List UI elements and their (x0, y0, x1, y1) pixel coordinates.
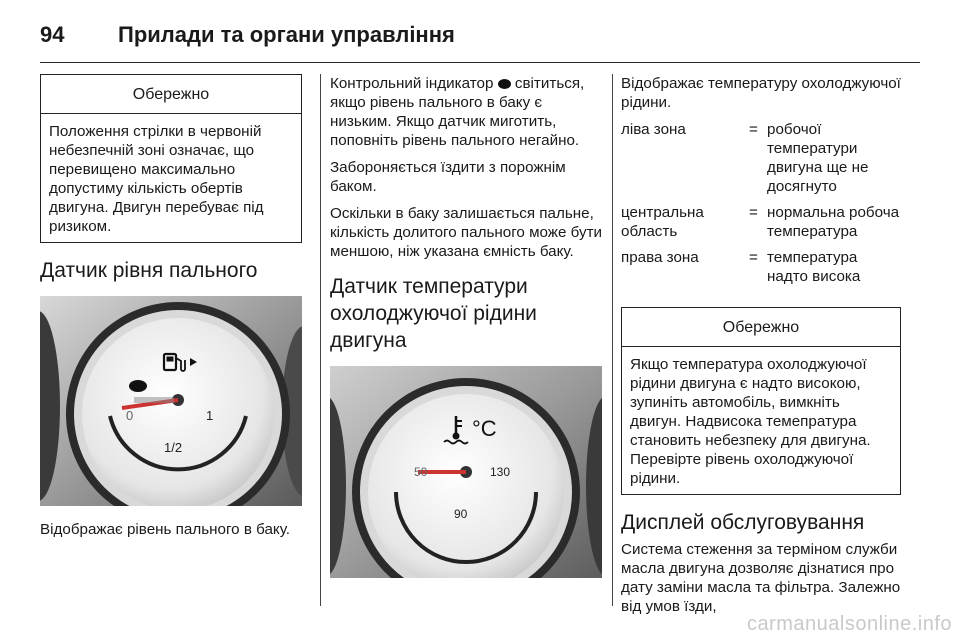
zone-meaning: температура надто висока (767, 249, 861, 285)
indicator-text-after: світиться, якщо рівень пального в баку є низьким. Якщо датчик миготить, поповніть рівень пального негайно. (330, 75, 585, 149)
column-3 (621, 74, 901, 624)
section-heading-coolant-gauge: Датчик температури охолоджуючої рідини двигуна (330, 275, 537, 352)
column-divider-1 (320, 74, 321, 606)
caution-box-rpm (40, 74, 302, 243)
page-header (40, 10, 920, 62)
fuel-gauge-caption: Відображає рівень пального в баку. (40, 521, 291, 538)
fuel-gauge-label-half: 1/2 (164, 440, 183, 455)
zone-name: ліва зона (621, 121, 686, 138)
page-title: Прилади та органи управління (118, 22, 455, 47)
coolant-gauge-label-90: 90 (454, 507, 468, 521)
fuel-gauge-label-empty: 0 (126, 408, 134, 423)
caution-text: Якщо температура охолоджуючої рідини двигуна є надто високою, зупиніть автомобіль, вимкніть двигун. Надвисока темепратура становить небезпеку для двигуна. Перевірте рівень охолоджуючої рідини. (630, 356, 871, 487)
coolant-gauge-image (330, 366, 602, 578)
zone-meaning: робочої температури двигуна ще не досягнуто (767, 121, 869, 195)
coolant-unit-label: °C (472, 416, 497, 441)
empty-tank-warning: Забороняється їздити з порожнім баком. (330, 159, 566, 195)
caution-text: Положення стрілки в червоній небезпечній зоні означає, що перевищено максимально допустиму кількість обертів двигуна. Двигун перебуває під ризиком. (49, 123, 264, 235)
zone-equals: = (749, 121, 758, 138)
watermark: carmanualsonline.info (746, 613, 952, 635)
table-row (621, 120, 901, 203)
temperature-zones-table (621, 120, 901, 293)
header-divider (40, 62, 920, 63)
low-fuel-indicator-icon (129, 380, 147, 392)
table-row (621, 248, 901, 293)
zone-equals: = (749, 249, 758, 266)
caution-body (41, 114, 301, 242)
column-2 (330, 74, 602, 578)
coolant-gauge-intro: Відображає температуру охолоджуючої рідини. (621, 75, 901, 111)
section-heading-fuel-gauge: Датчик рівня пального (40, 259, 258, 282)
service-display-paragraph: Система стеження за терміном служби масла двигуна дозволяє дізнатися про дату заміни масла та фільтра. Залежно від умов їзди, (621, 541, 901, 615)
zone-name: центральна область (621, 204, 704, 240)
page-number: 94 (40, 22, 65, 47)
coolant-gauge-label-130: 130 (490, 465, 511, 479)
indicator-text-before: Контрольний індикатор (330, 75, 494, 92)
table-row (621, 203, 901, 248)
caution-box-coolant (621, 307, 901, 495)
low-fuel-indicator-paragraph (330, 74, 602, 150)
caution-heading: Обережно (622, 308, 900, 347)
zone-name: права зона (621, 249, 699, 266)
column-1 (40, 74, 302, 547)
coolant-gauge-label-50: 50 (414, 465, 428, 479)
zone-equals: = (749, 204, 758, 221)
fuel-gauge-image (40, 296, 302, 506)
fuel-gauge-label-full: 1 (206, 408, 214, 423)
section-heading-service-display: Дисплей обслуговування (621, 511, 865, 534)
zone-meaning: нормальна робоча температура (767, 204, 900, 240)
caution-body (622, 347, 900, 494)
tank-capacity-note: Оскільки в баку залишається пальне, кількість долитого пального може бути меншою, ніж указана ємність баку. (330, 205, 603, 260)
low-fuel-indicator-icon (498, 79, 511, 89)
column-divider-2 (612, 74, 613, 606)
caution-heading: Обережно (41, 75, 301, 114)
